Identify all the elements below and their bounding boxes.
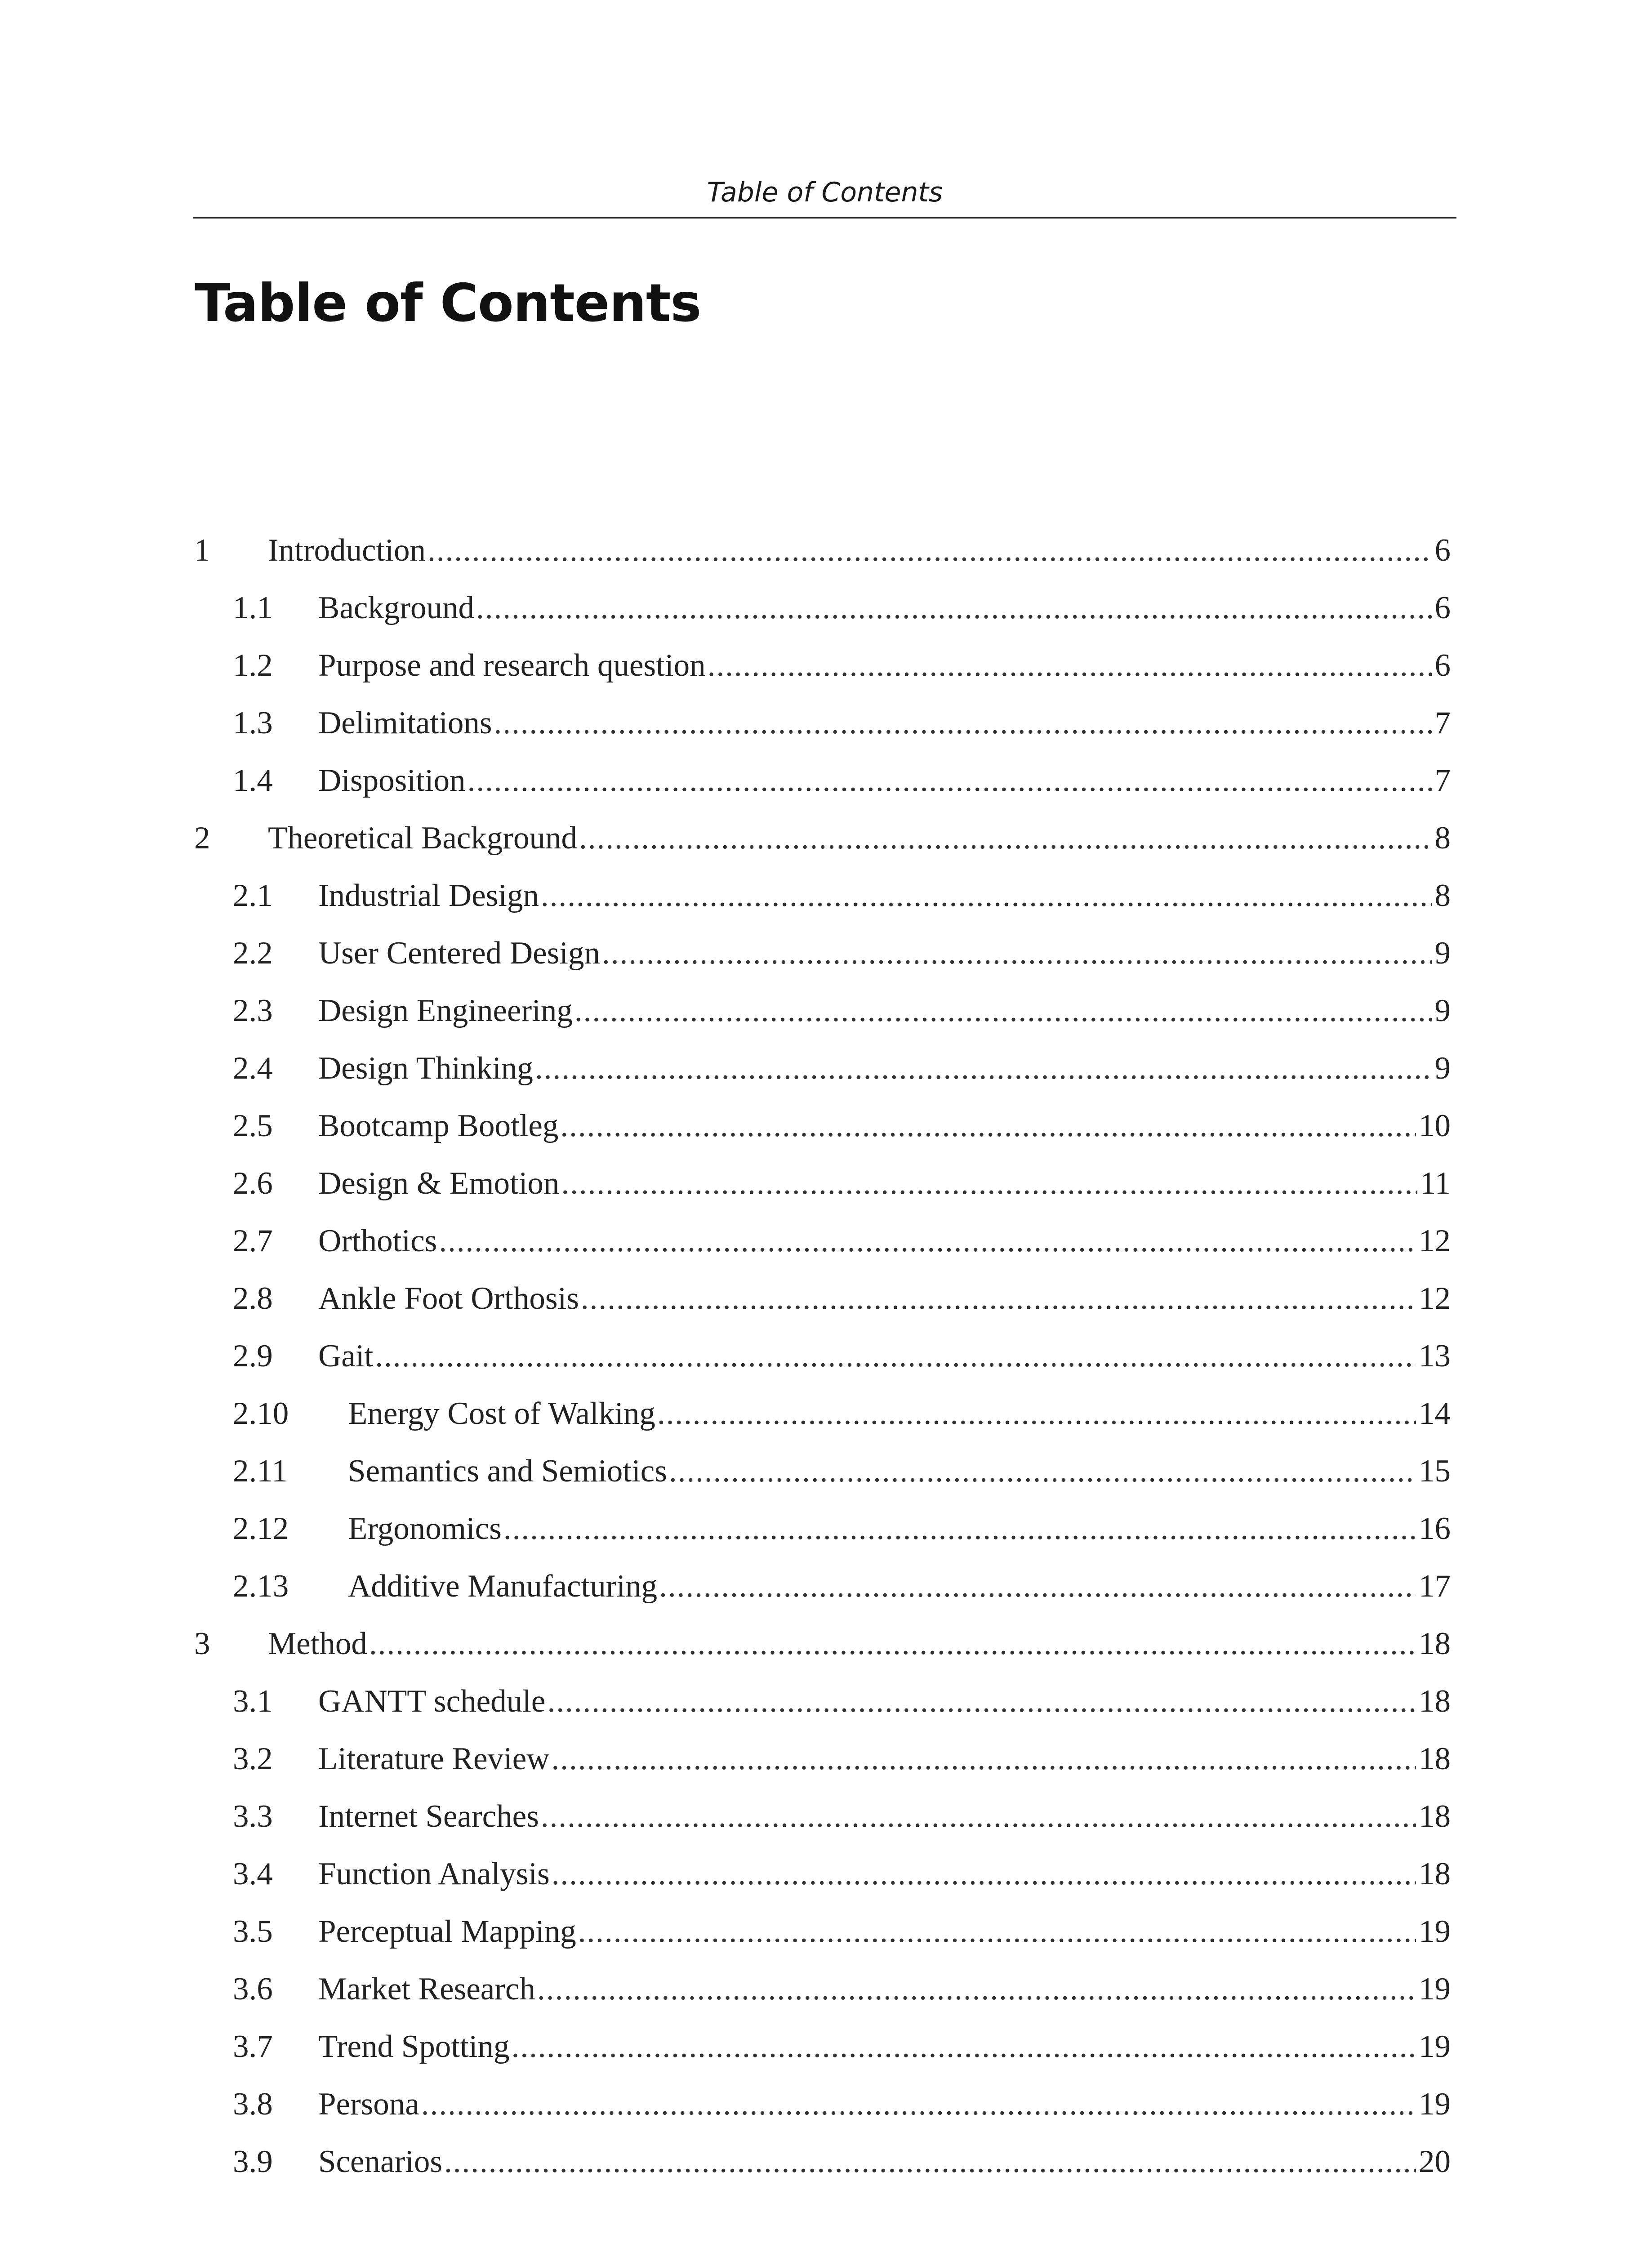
toc-dot-leader [560,1097,1416,1155]
toc-entry-page-number[interactable]: 19 [1419,2087,1451,2122]
toc-entry[interactable] [193,637,1451,694]
toc-entry-title[interactable]: Purpose and research question [318,648,706,683]
header-rule [193,217,1456,219]
toc-entry-page-number[interactable]: 9 [1434,936,1451,971]
toc-entry[interactable] [193,1097,1451,1155]
toc-entry[interactable] [193,1730,1451,1788]
toc-entry-title[interactable]: Internet Searches [318,1799,539,1834]
toc-entry-number: 2.7 [233,1223,273,1258]
toc-entry-title[interactable]: Semantics and Semiotics [348,1454,667,1489]
toc-entry-number: 3.5 [233,1914,273,1949]
toc-entry[interactable] [193,1557,1451,1615]
toc-entry-title[interactable]: Orthotics [318,1223,437,1258]
toc-dot-leader [578,1903,1416,1960]
toc-entry-title[interactable]: Background [318,590,475,625]
toc-dot-leader [574,982,1432,1039]
toc-entry[interactable] [193,809,1451,867]
toc-entry-page-number[interactable]: 18 [1419,1684,1451,1719]
toc-entry-title[interactable]: User Centered Design [318,936,600,971]
toc-entry-number: 2.9 [233,1338,273,1374]
toc-dot-leader [669,1442,1416,1500]
toc-dot-leader [659,1557,1416,1615]
toc-entry-page-number[interactable]: 16 [1419,1511,1451,1546]
toc-entry-page-number[interactable]: 19 [1419,2029,1451,2064]
toc-entry[interactable] [193,1500,1451,1557]
toc-entry-number: 2.2 [233,936,273,971]
toc-entry-title[interactable]: Energy Cost of Walking [348,1396,655,1431]
toc-entry-page-number[interactable]: 18 [1419,1799,1451,1834]
toc-entry-page-number[interactable]: 12 [1419,1223,1451,1258]
toc-entry-title[interactable]: Bootcamp Bootleg [318,1108,559,1143]
toc-entry-page-number[interactable]: 17 [1419,1569,1451,1604]
toc-dot-leader [494,694,1432,752]
toc-dot-leader [535,1039,1432,1097]
toc-entry-title[interactable]: Perceptual Mapping [318,1914,576,1949]
toc-entry[interactable] [193,1327,1451,1385]
toc-entry[interactable] [193,2018,1451,2075]
toc-dot-leader [602,924,1432,982]
toc-entry[interactable] [193,694,1451,752]
toc-entry-number: 3.3 [233,1799,273,1834]
toc-entry-number: 2.12 [233,1511,289,1546]
toc-entry[interactable] [193,1903,1451,1960]
toc-entry[interactable] [193,1385,1451,1442]
toc-entry-number: 3.9 [233,2144,273,2179]
toc-entry-page-number[interactable]: 12 [1419,1281,1451,1316]
toc-dot-leader [503,1500,1416,1557]
toc-entry[interactable] [193,1270,1451,1327]
toc-entry-title[interactable]: Industrial Design [318,878,539,913]
toc-entry-title[interactable]: Ergonomics [348,1511,502,1546]
toc-entry-number: 2.11 [233,1454,288,1489]
toc-entry-title[interactable]: Design & Emotion [318,1166,560,1201]
toc-entry-page-number[interactable]: 10 [1419,1108,1451,1143]
toc-entry-page-number[interactable]: 9 [1434,1051,1451,1086]
toc-entry-page-number[interactable]: 9 [1434,993,1451,1028]
toc-entry-page-number[interactable]: 19 [1419,1971,1451,2007]
toc-entry-page-number[interactable]: 11 [1420,1166,1451,1201]
toc-entry-number: 3.4 [233,1856,273,1891]
toc-dot-leader [657,1385,1416,1442]
toc-entry-number: 2.13 [233,1569,289,1604]
toc-entry-page-number[interactable]: 18 [1419,1856,1451,1891]
toc-entry-page-number[interactable]: 6 [1434,590,1451,625]
toc-entry-title[interactable]: Market Research [318,1971,535,2007]
toc-dot-leader [541,1788,1416,1845]
toc-entry[interactable] [193,2133,1451,2190]
toc-entry-title[interactable]: Persona [318,2087,419,2122]
toc-dot-leader [581,1270,1416,1327]
toc-entry-title[interactable]: Scenarios [318,2144,443,2179]
toc-entry[interactable] [193,1960,1451,2018]
toc-entry-page-number[interactable]: 14 [1419,1396,1451,1431]
toc-entry-title[interactable]: Delimitations [318,705,492,740]
toc-entry-page-number[interactable]: 18 [1419,1626,1451,1661]
toc-entry-number: 3.6 [233,1971,273,2007]
toc-dot-leader [467,752,1432,809]
table-of-contents [193,522,1451,2190]
toc-entry-number: 3.2 [233,1741,273,1776]
toc-entry-number: 3.8 [233,2087,273,2122]
toc-entry-page-number[interactable]: 15 [1419,1454,1451,1489]
toc-entry-title[interactable]: Additive Manufacturing [348,1569,658,1604]
toc-entry[interactable] [193,924,1451,982]
toc-entry-title[interactable]: Trend Spotting [318,2029,510,2064]
toc-entry-page-number[interactable]: 20 [1419,2144,1451,2179]
toc-entry[interactable] [193,1673,1451,1730]
toc-entry-page-number[interactable]: 7 [1434,763,1451,798]
toc-dot-leader [541,867,1432,924]
page-title: Table of Contents [195,273,701,334]
toc-dot-leader [579,809,1432,867]
toc-dot-leader [427,522,1432,579]
toc-entry[interactable] [193,1615,1451,1673]
toc-entry-number: 2.8 [233,1281,273,1316]
toc-entry-page-number[interactable]: 13 [1419,1338,1451,1374]
toc-entry-page-number[interactable]: 19 [1419,1914,1451,1949]
toc-entry[interactable] [193,1788,1451,1845]
toc-dot-leader [537,1960,1416,2018]
toc-entry-title[interactable]: Design Thinking [318,1051,533,1086]
toc-dot-leader [439,1212,1416,1270]
toc-entry[interactable] [193,522,1451,579]
toc-entry[interactable] [193,1845,1451,1903]
toc-entry[interactable] [193,579,1451,637]
toc-entry-number: 2.5 [233,1108,273,1143]
toc-entry-title[interactable]: Design Engineering [318,993,573,1028]
toc-entry-page-number[interactable]: 6 [1434,648,1451,683]
toc-entry-page-number[interactable]: 7 [1434,705,1451,740]
toc-dot-leader [375,1327,1416,1385]
toc-entry-title[interactable]: Method [268,1626,367,1661]
toc-entry-number: 1.1 [233,590,273,625]
toc-dot-leader [552,1845,1416,1903]
toc-entry[interactable] [193,1039,1451,1097]
toc-entry-number: 2.1 [233,878,273,913]
toc-entry-title[interactable]: Function Analysis [318,1856,550,1891]
toc-dot-leader [421,2075,1416,2133]
toc-entry-number: 2.4 [233,1051,273,1086]
toc-dot-leader [547,1673,1416,1730]
toc-entry-number: 2.3 [233,993,273,1028]
toc-entry[interactable] [193,1155,1451,1212]
toc-entry-number: 2.10 [233,1396,289,1431]
toc-entry-number: 3.1 [233,1684,273,1719]
toc-dot-leader [369,1615,1416,1673]
toc-dot-leader [561,1155,1417,1212]
toc-dot-leader [476,579,1432,637]
toc-entry-title[interactable]: Ankle Foot Orthosis [318,1281,579,1316]
toc-dot-leader [444,2133,1416,2190]
toc-entry[interactable] [193,867,1451,924]
toc-entry[interactable] [193,2075,1451,2133]
toc-entry-number: 1.4 [233,763,273,798]
toc-entry[interactable] [193,982,1451,1039]
running-header: Table of Contents [707,177,943,208]
toc-entry-number: 1 [194,533,210,568]
toc-entry-number: 1.2 [233,648,273,683]
toc-entry[interactable] [193,752,1451,809]
toc-dot-leader [511,2018,1416,2075]
toc-dot-leader [708,637,1432,694]
toc-entry-title[interactable]: GANTT schedule [318,1684,546,1719]
toc-entry-page-number[interactable]: 8 [1434,878,1451,913]
toc-dot-leader [552,1730,1416,1788]
toc-entry-number: 2.6 [233,1166,273,1201]
toc-entry-title[interactable]: Literature Review [318,1741,550,1776]
toc-entry[interactable] [193,1442,1451,1500]
toc-entry-page-number[interactable]: 6 [1434,533,1451,568]
toc-entry-page-number[interactable]: 18 [1419,1741,1451,1776]
toc-entry-title[interactable]: Theoretical Background [268,821,578,856]
toc-entry[interactable] [193,1212,1451,1270]
toc-entry-number: 3.7 [233,2029,273,2064]
toc-entry-title[interactable]: Gait [318,1338,374,1374]
toc-entry-title[interactable]: Disposition [318,763,466,798]
toc-entry-number: 1.3 [233,705,273,740]
toc-entry-number: 3 [194,1626,210,1661]
toc-entry-title[interactable]: Introduction [268,533,426,568]
toc-entry-number: 2 [194,821,210,856]
toc-entry-page-number[interactable]: 8 [1434,821,1451,856]
